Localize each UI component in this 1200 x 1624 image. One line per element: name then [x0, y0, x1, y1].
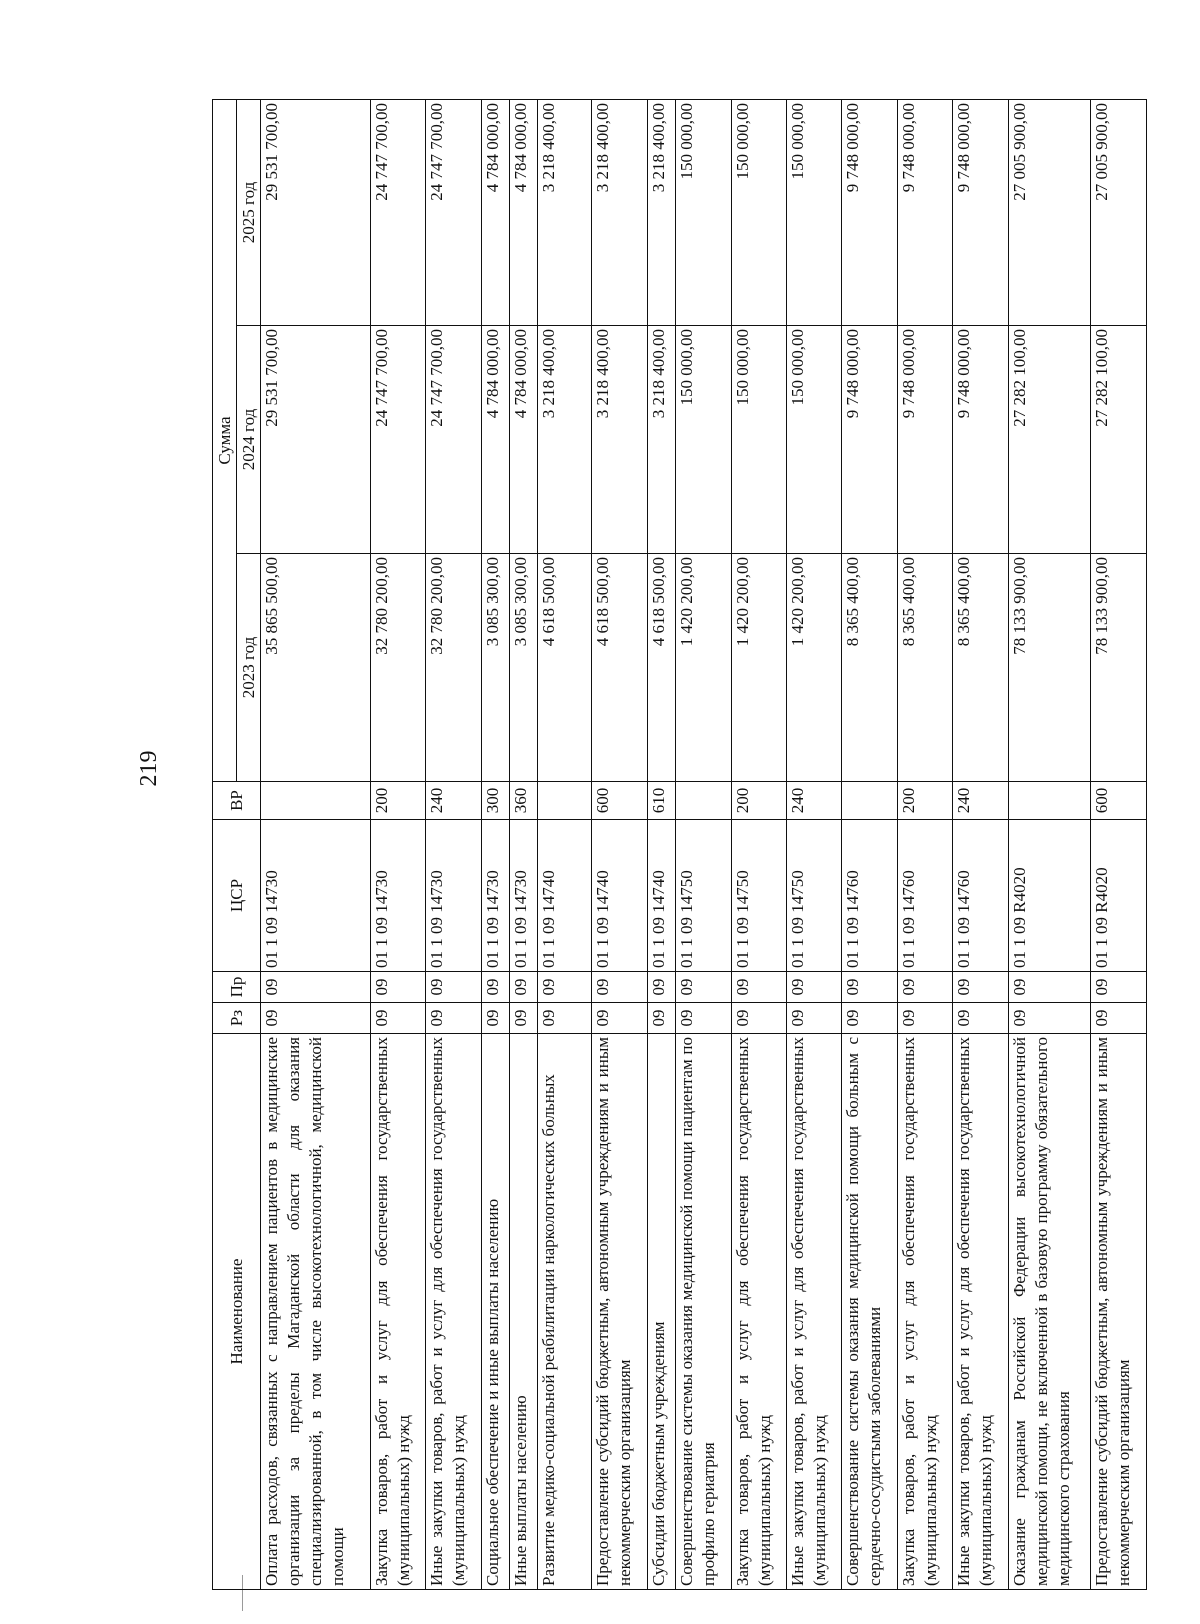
row-vr: [261, 782, 371, 820]
row-csr: 01 1 09 14730: [370, 820, 425, 972]
row-pr: 09: [538, 972, 592, 1003]
row-csr: 01 1 09 14760: [953, 820, 1008, 972]
table-row: [481, 99, 509, 1589]
row-name: Закупка товаров, работ и услуг для обеспечения государственных (муниципальных) нужд: [370, 1034, 425, 1590]
row-name: Социальное обеспечение и иные выплаты населению: [481, 1034, 509, 1590]
page-number: 219: [136, 750, 162, 787]
row-amount-2025: 3 218 400,00: [647, 99, 675, 325]
row-rz: 09: [897, 1003, 952, 1034]
table-row: [538, 99, 592, 1589]
row-amount-2025: 150 000,00: [676, 99, 731, 325]
row-rz: 09: [261, 1003, 371, 1034]
row-rz: 09: [370, 1003, 425, 1034]
row-amount-2025: 9 748 000,00: [953, 99, 1008, 325]
row-amount-2023: 4 618 500,00: [592, 554, 647, 782]
row-amount-2025: 3 218 400,00: [538, 99, 592, 325]
row-amount-2024: 3 218 400,00: [592, 326, 647, 554]
row-name: Оплата расходов, связанных с направлением пациентов в медицинские организации за пределы Магаданской области для оказания специализированной, в том числе высокотехнологичной, медицинской помощи: [261, 1034, 371, 1590]
row-pr: 09: [731, 972, 786, 1003]
header-sum: Сумма: [213, 99, 237, 781]
row-name: Иные закупки товаров, работ и услуг для обеспечения государственных (муниципальных) нужд: [953, 1034, 1008, 1590]
row-amount-2025: 150 000,00: [787, 99, 842, 325]
row-csr: 01 1 09 14740: [592, 820, 647, 972]
table-row: [1091, 99, 1147, 1589]
row-csr: 01 1 09 14760: [897, 820, 952, 972]
row-csr: 01 1 09 R4020: [1091, 820, 1147, 972]
row-vr: 240: [953, 782, 1008, 820]
row-csr: 01 1 09 14740: [538, 820, 592, 972]
row-name: Предоставление субсидий бюджетным, автономным учреждениям и иным некоммерческим организациям: [592, 1034, 647, 1590]
row-vr: 200: [731, 782, 786, 820]
row-amount-2024: 9 748 000,00: [897, 326, 952, 554]
row-amount-2024: 3 218 400,00: [647, 326, 675, 554]
row-rz: 09: [1091, 1003, 1147, 1034]
row-amount-2025: 3 218 400,00: [592, 99, 647, 325]
table-row: [647, 99, 675, 1589]
row-rz: 09: [509, 1003, 537, 1034]
row-name: Совершенствование системы оказания медицинской помощи больным с сердечно-сосудистыми заболеваниями: [842, 1034, 897, 1590]
table-row: [676, 99, 731, 1589]
row-vr: 200: [897, 782, 952, 820]
row-vr: 600: [592, 782, 647, 820]
row-amount-2023: 32 780 200,00: [370, 554, 425, 782]
row-amount-2025: 9 748 000,00: [842, 99, 897, 325]
row-name: Иные закупки товаров, работ и услуг для обеспечения государственных (муниципальных) нужд: [426, 1034, 481, 1590]
row-csr: 01 1 09 14730: [426, 820, 481, 972]
row-csr: 01 1 09 14750: [676, 820, 731, 972]
row-vr: [538, 782, 592, 820]
table-row: [953, 99, 1008, 1589]
row-amount-2024: 9 748 000,00: [953, 326, 1008, 554]
row-csr: 01 1 09 14760: [842, 820, 897, 972]
row-amount-2023: 8 365 400,00: [842, 554, 897, 782]
row-pr: 09: [953, 972, 1008, 1003]
row-vr: [842, 782, 897, 820]
header-rz: Рз: [213, 1003, 261, 1034]
row-amount-2023: 4 618 500,00: [647, 554, 675, 782]
row-rz: 09: [1008, 1003, 1091, 1034]
row-name: Развитие медико-социальной реабилитации наркологических больных: [538, 1034, 592, 1590]
row-amount-2024: 4 784 000,00: [481, 326, 509, 554]
row-amount-2025: 27 005 900,00: [1008, 99, 1091, 325]
row-csr: 01 1 09 14740: [647, 820, 675, 972]
row-amount-2025: 4 784 000,00: [481, 99, 509, 325]
row-rz: 09: [731, 1003, 786, 1034]
row-vr: 300: [481, 782, 509, 820]
row-name: Иные закупки товаров, работ и услуг для обеспечения государственных (муниципальных) нужд: [787, 1034, 842, 1590]
row-amount-2023: 1 420 200,00: [787, 554, 842, 782]
row-rz: 09: [426, 1003, 481, 1034]
row-amount-2023: 32 780 200,00: [426, 554, 481, 782]
row-name: Иные выплаты населению: [509, 1034, 537, 1590]
budget-table: [212, 99, 1147, 1590]
row-vr: 200: [370, 782, 425, 820]
row-pr: 09: [787, 972, 842, 1003]
row-amount-2024: 29 531 700,00: [261, 326, 371, 554]
row-csr: 01 1 09 14730: [261, 820, 371, 972]
row-amount-2025: 4 784 000,00: [509, 99, 537, 325]
row-vr: [1008, 782, 1091, 820]
row-rz: 09: [953, 1003, 1008, 1034]
row-pr: 09: [370, 972, 425, 1003]
row-amount-2023: 1 420 200,00: [676, 554, 731, 782]
table-row: [1008, 99, 1091, 1589]
row-name: Оказание гражданам Российской Федерации высокотехнологичной медицинской помощи, не включенной в базовую программу обязательного медицинского страхования: [1008, 1034, 1091, 1590]
row-amount-2025: 29 531 700,00: [261, 99, 371, 325]
table-row: [731, 99, 786, 1589]
row-rz: 09: [481, 1003, 509, 1034]
row-amount-2025: 27 005 900,00: [1091, 99, 1147, 325]
table-row: [842, 99, 897, 1589]
header-csr: ЦСР: [213, 820, 261, 972]
row-csr: 01 1 09 14750: [731, 820, 786, 972]
table-row: [261, 99, 371, 1589]
row-amount-2023: 8 365 400,00: [953, 554, 1008, 782]
row-pr: 09: [1008, 972, 1091, 1003]
row-pr: 09: [261, 972, 371, 1003]
row-pr: 09: [426, 972, 481, 1003]
row-name: Закупка товаров, работ и услуг для обеспечения государственных (муниципальных) нужд: [897, 1034, 952, 1590]
row-amount-2024: 150 000,00: [731, 326, 786, 554]
table-row: [370, 99, 425, 1589]
row-amount-2023: 1 420 200,00: [731, 554, 786, 782]
row-pr: 09: [647, 972, 675, 1003]
row-rz: 09: [842, 1003, 897, 1034]
row-rz: 09: [592, 1003, 647, 1034]
row-amount-2023: 35 865 500,00: [261, 554, 371, 782]
row-amount-2024: 27 282 100,00: [1091, 326, 1147, 554]
row-rz: 09: [676, 1003, 731, 1034]
row-amount-2025: 24 747 700,00: [370, 99, 425, 325]
row-vr: 360: [509, 782, 537, 820]
row-pr: 09: [676, 972, 731, 1003]
row-pr: 09: [481, 972, 509, 1003]
row-name: Совершенствование системы оказания медицинской помощи пациентам по профилю гериатрия: [676, 1034, 731, 1590]
header-year-2024: 2024 год: [237, 326, 261, 554]
row-pr: 09: [592, 972, 647, 1003]
row-amount-2023: 78 133 900,00: [1091, 554, 1147, 782]
row-amount-2025: 150 000,00: [731, 99, 786, 325]
row-amount-2023: 3 085 300,00: [481, 554, 509, 782]
row-amount-2025: 9 748 000,00: [897, 99, 952, 325]
row-amount-2024: 4 784 000,00: [509, 326, 537, 554]
row-vr: 240: [787, 782, 842, 820]
row-vr: 610: [647, 782, 675, 820]
table-body: [261, 99, 1147, 1589]
rotated-table-wrapper: [212, 100, 1147, 1590]
row-amount-2024: 9 748 000,00: [842, 326, 897, 554]
row-amount-2024: 27 282 100,00: [1008, 326, 1091, 554]
header-year-2025: 2025 год: [237, 99, 261, 325]
row-rz: 09: [787, 1003, 842, 1034]
row-pr: 09: [842, 972, 897, 1003]
row-amount-2023: 4 618 500,00: [538, 554, 592, 782]
row-csr: 01 1 09 R4020: [1008, 820, 1091, 972]
row-amount-2023: 78 133 900,00: [1008, 554, 1091, 782]
header-vr: ВР: [213, 782, 261, 820]
row-name: Закупка товаров, работ и услуг для обеспечения государственных (муниципальных) нужд: [731, 1034, 786, 1590]
row-rz: 09: [538, 1003, 592, 1034]
row-pr: 09: [509, 972, 537, 1003]
row-vr: 240: [426, 782, 481, 820]
table-row: [897, 99, 952, 1589]
row-amount-2023: 3 085 300,00: [509, 554, 537, 782]
row-csr: 01 1 09 14750: [787, 820, 842, 972]
table-row: [509, 99, 537, 1589]
row-amount-2024: 24 747 700,00: [426, 326, 481, 554]
row-pr: 09: [1091, 972, 1147, 1003]
row-amount-2024: 150 000,00: [787, 326, 842, 554]
row-rz: 09: [647, 1003, 675, 1034]
row-amount-2024: 24 747 700,00: [370, 326, 425, 554]
row-name: Предоставление субсидий бюджетным, автономным учреждениям и иным некоммерческим организациям: [1091, 1034, 1147, 1590]
table-row: [787, 99, 842, 1589]
header-pr: Пр: [213, 972, 261, 1003]
table-row: [592, 99, 647, 1589]
row-amount-2024: 150 000,00: [676, 326, 731, 554]
row-vr: 600: [1091, 782, 1147, 820]
table-row: [426, 99, 481, 1589]
row-amount-2025: 24 747 700,00: [426, 99, 481, 325]
header-year-2023: 2023 год: [237, 554, 261, 782]
row-name: Субсидии бюджетным учреждениям: [647, 1034, 675, 1590]
row-csr: 01 1 09 14730: [481, 820, 509, 972]
row-amount-2023: 8 365 400,00: [897, 554, 952, 782]
row-pr: 09: [897, 972, 952, 1003]
row-vr: [676, 782, 731, 820]
header-name: Наименование: [213, 1034, 261, 1590]
row-amount-2024: 3 218 400,00: [538, 326, 592, 554]
row-csr: 01 1 09 14730: [509, 820, 537, 972]
